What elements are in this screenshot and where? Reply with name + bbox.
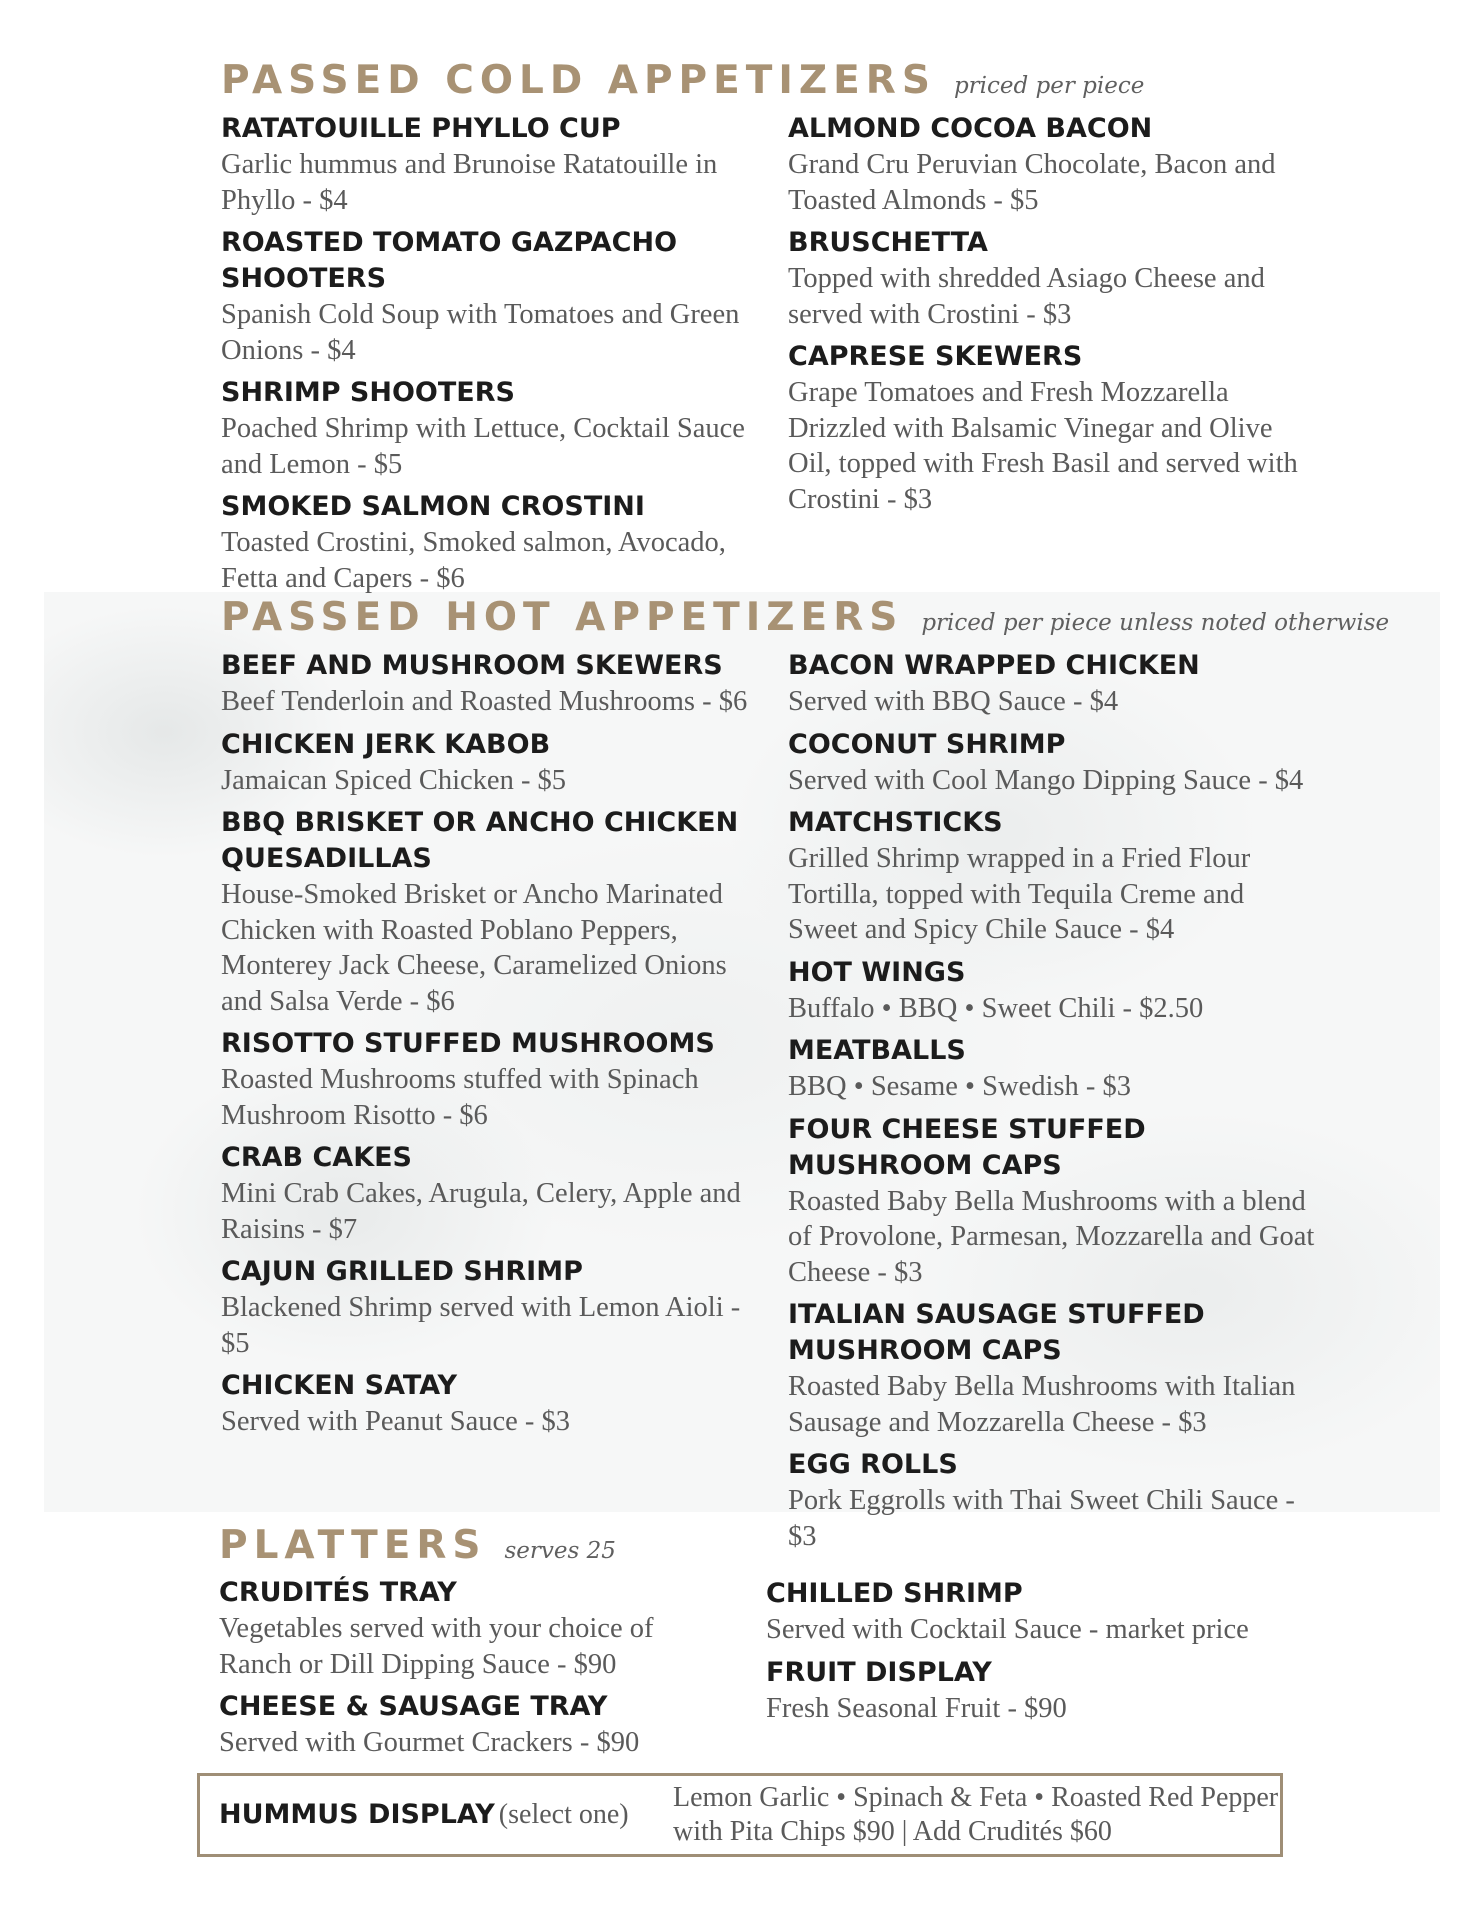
menu-item-description: Poached Shrimp with Lettuce, Cocktail Sauce and Lemon - $5 bbox=[221, 413, 745, 480]
menu-item-description: Grape Tomatoes and Fresh Mozzarella Drizzled with Balsamic Vinegar and Olive Oil, topped with Fresh Basil and served with Crostini - $3 bbox=[788, 377, 1298, 515]
menu-item-description: Grand Cru Peruvian Chocolate, Bacon and Toasted Almonds - $5 bbox=[788, 149, 1276, 216]
platters-section-note: serves 25 bbox=[504, 1538, 616, 1564]
platters-section-title: PLATTERS bbox=[219, 1523, 487, 1568]
menu-item-name: HOT WINGS bbox=[788, 956, 966, 988]
menu-item bbox=[221, 1140, 761, 1247]
menu-item-description: Served with Cool Mango Dipping Sauce - $4 bbox=[788, 764, 1304, 796]
menu-item-name: CRUDITÉS TRAY bbox=[219, 1577, 457, 1608]
menu-item-name: ITALIAN SAUSAGE STUFFED MUSHROOM CAPS bbox=[788, 1299, 1205, 1366]
menu-item bbox=[788, 727, 1318, 799]
menu-item-description: Served with Gourmet Crackers - $90 bbox=[219, 1727, 640, 1758]
menu-item-name: MEATBALLS bbox=[788, 1035, 966, 1066]
menu-item bbox=[219, 1575, 699, 1682]
menu-item-description: Served with BBQ Sauce - $4 bbox=[788, 686, 1119, 717]
menu-item-description: Pork Eggrolls with Thai Sweet Chili Sauce - $3 bbox=[788, 1485, 1295, 1552]
menu-item bbox=[221, 1368, 761, 1440]
menu-item-name: ALMOND COCOA BACON bbox=[788, 113, 1153, 144]
menu-item-description: Blackened Shrimp served with Lemon Aioli - $5 bbox=[221, 1292, 741, 1359]
menu-item bbox=[221, 375, 751, 482]
hummus-display-box bbox=[197, 1773, 1283, 1857]
menu-item-name: FOUR CHEESE STUFFED MUSHROOM CAPS bbox=[788, 1113, 1146, 1181]
menu-item bbox=[788, 1033, 1318, 1105]
hummus-options bbox=[639, 1781, 1278, 1849]
menu-item bbox=[221, 648, 761, 720]
hummus-extras: with Pita Chips $90 | Add Crudités $60 bbox=[673, 1816, 1112, 1847]
platters-left-column bbox=[219, 1575, 699, 1768]
menu-item bbox=[788, 1112, 1318, 1291]
menu-item-name: SHRIMP SHOOTERS bbox=[221, 377, 515, 408]
menu-item-description: BBQ • Sesame • Swedish - $3 bbox=[788, 1071, 1131, 1102]
menu-item bbox=[788, 955, 1318, 1027]
menu-item-description: Served with Cocktail Sauce - market price bbox=[766, 1614, 1249, 1645]
menu-item-description: Fresh Seasonal Fruit - $90 bbox=[766, 1692, 1067, 1724]
menu-item-description: Topped with shredded Asiago Cheese and served with Crostini - $3 bbox=[788, 263, 1265, 330]
menu-item-name: CAPRESE SKEWERS bbox=[788, 341, 1083, 372]
menu-item-name: BRUSCHETTA bbox=[788, 227, 988, 258]
platters-section-header bbox=[219, 1523, 616, 1568]
hummus-flavors: Lemon Garlic • Spinach & Feta • Roasted Red Pepper bbox=[673, 1782, 1279, 1813]
menu-item-name: BBQ BRISKET OR ANCHO CHICKEN QUESADILLAS bbox=[221, 807, 739, 874]
menu-item bbox=[221, 805, 761, 1019]
menu-item bbox=[221, 489, 751, 596]
menu-item bbox=[766, 1576, 1286, 1648]
menu-item-name: BACON WRAPPED CHICKEN bbox=[788, 650, 1200, 681]
menu-item-name: EGG ROLLS bbox=[788, 1449, 958, 1480]
hot-right-column bbox=[788, 648, 1318, 1561]
menu-item-name: CAJUN GRILLED SHRIMP bbox=[221, 1256, 583, 1287]
platters-right-column bbox=[766, 1576, 1286, 1733]
cold-section-note: priced per piece bbox=[953, 73, 1145, 99]
menu-item-description: Roasted Baby Bella Mushrooms with Italian Sausage and Mozzarella Cheese - $3 bbox=[788, 1371, 1296, 1438]
menu-item-name: SMOKED SALMON CROSTINI bbox=[221, 491, 645, 522]
cold-section-header bbox=[221, 58, 1144, 103]
menu-item bbox=[221, 727, 761, 799]
hummus-select-note: (select one) bbox=[498, 1799, 629, 1830]
menu-item bbox=[788, 648, 1318, 720]
menu-item-name: RISOTTO STUFFED MUSHROOMS bbox=[221, 1028, 715, 1059]
menu-item-name: FRUIT DISPLAY bbox=[766, 1656, 992, 1688]
menu-item-description: Beef Tenderloin and Roasted Mushrooms - $6 bbox=[221, 686, 748, 717]
menu-item-name: RATATOUILLE PHYLLO CUP bbox=[221, 113, 621, 144]
menu-item-name: CRAB CAKES bbox=[221, 1142, 413, 1173]
menu-item-name: CHEESE & SAUSAGE TRAY bbox=[219, 1691, 608, 1722]
menu-item bbox=[788, 1297, 1318, 1440]
hummus-heading bbox=[200, 1799, 639, 1831]
menu-item-description: Garlic hummus and Brunoise Ratatouille in Phyllo - $4 bbox=[221, 149, 718, 216]
menu-item-description: Served with Peanut Sauce - $3 bbox=[221, 1406, 571, 1437]
menu-item-description: House-Smoked Brisket or Ancho Marinated Chicken with Roasted Poblano Peppers, Monterey Jack Cheese, Caramelized Onions and Salsa Verde - $6 bbox=[221, 879, 727, 1017]
menu-item bbox=[788, 805, 1318, 948]
menu-item bbox=[221, 1026, 761, 1133]
menu-item bbox=[221, 111, 751, 218]
menu-item bbox=[221, 225, 751, 368]
menu-item bbox=[788, 339, 1308, 517]
menu-item bbox=[219, 1689, 699, 1761]
menu-item-description: Grilled Shrimp wrapped in a Fried Flour Tortilla, topped with Tequila Creme and Sweet and Spicy Chile Sauce - $4 bbox=[788, 843, 1251, 945]
hot-section-note: priced per piece unless noted otherwise bbox=[921, 610, 1390, 636]
cold-section-title: PASSED COLD APPETIZERS bbox=[221, 58, 936, 103]
menu-item-name: COCONUT SHRIMP bbox=[788, 728, 1066, 760]
menu-item bbox=[788, 1447, 1318, 1554]
menu-item bbox=[221, 1254, 761, 1361]
menu-item bbox=[766, 1655, 1286, 1727]
menu-item-description: Mini Crab Cakes, Arugula, Celery, Apple and Raisins - $7 bbox=[221, 1178, 741, 1245]
cold-right-column bbox=[788, 111, 1308, 524]
hummus-title: HUMMUS DISPLAY bbox=[219, 1799, 495, 1830]
menu-item bbox=[788, 225, 1308, 332]
cold-left-column bbox=[221, 111, 751, 603]
hot-section-header bbox=[221, 595, 1389, 640]
menu-item-name: ROASTED TOMATO GAZPACHO SHOOTERS bbox=[221, 227, 678, 294]
menu-item-name: MATCHSTICKS bbox=[788, 807, 1003, 838]
menu-item-description: Toasted Crostini, Smoked salmon, Avocado, Fetta and Capers - $6 bbox=[221, 527, 726, 594]
menu-item-name: CHICKEN SATAY bbox=[221, 1370, 458, 1401]
menu-item-description: Roasted Mushrooms stuffed with Spinach Mushroom Risotto - $6 bbox=[221, 1064, 699, 1131]
menu-item-description: Vegetables served with your choice of Ranch or Dill Dipping Sauce - $90 bbox=[219, 1613, 654, 1680]
menu-item-description: Spanish Cold Soup with Tomatoes and Green Onions - $4 bbox=[221, 299, 740, 366]
menu-item bbox=[788, 111, 1308, 218]
hot-section-title: PASSED HOT APPETIZERS bbox=[221, 595, 904, 640]
menu-item-description: Buffalo • BBQ • Sweet Chili - $2.50 bbox=[788, 992, 1204, 1024]
menu-item-name: CHILLED SHRIMP bbox=[766, 1578, 1023, 1609]
hot-left-column bbox=[221, 648, 761, 1447]
menu-item-description: Roasted Baby Bella Mushrooms with a blend of Provolone, Parmesan, Mozzarella and Goat Cheese - $3 bbox=[788, 1185, 1315, 1288]
menu-item-description: Jamaican Spiced Chicken - $5 bbox=[221, 764, 567, 796]
menu-item-name: BEEF AND MUSHROOM SKEWERS bbox=[221, 650, 723, 681]
menu-item-name: CHICKEN JERK KABOB bbox=[221, 728, 551, 760]
